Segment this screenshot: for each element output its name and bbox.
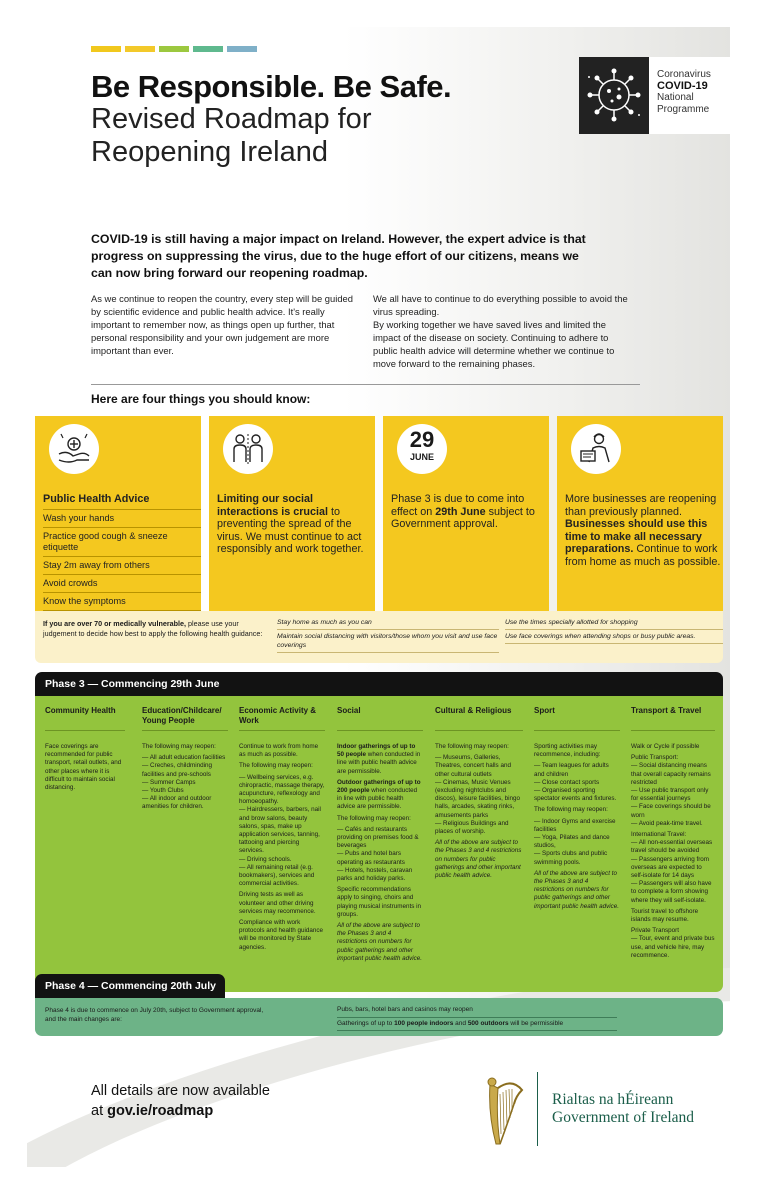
column-cultural	[435, 706, 523, 883]
phase4-item-pre: Gatherings of up to	[337, 1019, 395, 1027]
column-subheading: Private Transport	[631, 927, 679, 935]
list-item: — Organised sporting spectator events and fixtures.	[534, 787, 617, 803]
vulnerable-item: Use the times specially allotted for shopping	[505, 616, 723, 630]
phase4-indoor: 100 people indoors	[394, 1019, 454, 1027]
vulnerable-col2	[277, 616, 499, 653]
column-text: Driving tests as well as volunteer and other driving services may recommence.	[239, 891, 316, 915]
social-interactions-text	[217, 493, 375, 556]
footer-line-1: All details are now available	[91, 1083, 270, 1099]
health-advice-item: Wash your hands	[43, 510, 201, 528]
indoor-gatherings	[337, 743, 423, 776]
roadmap-link[interactable]: gov.ie/roadmap	[107, 1103, 214, 1119]
column-transport	[631, 706, 715, 960]
vulnerable-guidance	[35, 611, 723, 663]
phase4-item-post: will be permissible	[508, 1019, 564, 1027]
phase4-outdoor: 500 outdoors	[467, 1019, 509, 1027]
vulnerable-col3	[505, 616, 723, 644]
health-advice-item: Avoid crowds	[43, 575, 201, 593]
businesses-text	[565, 493, 723, 568]
color-bars	[91, 46, 257, 52]
column-sport	[534, 706, 620, 914]
calendar-icon	[397, 424, 447, 474]
column-note: All of the above are subject to the Phases 3 and 4 restrictions on numbers for public gatherings and other important public health advice.	[435, 839, 522, 880]
list-item: — Close contact sports	[534, 778, 600, 786]
four-things-heading: Here are four things you should know:	[91, 392, 311, 406]
footer-line-2-pre: at	[91, 1103, 108, 1119]
calendar-month: JUNE	[409, 452, 434, 462]
footer-line-2	[91, 1101, 270, 1121]
column-education	[142, 706, 228, 812]
phase3-header	[35, 672, 723, 696]
color-bar-yellow-2	[125, 46, 155, 52]
outdoor-gatherings	[337, 779, 423, 812]
harp-icon	[482, 1074, 526, 1150]
worker-icon	[571, 424, 621, 474]
column-heading: Cultural & Religious	[435, 706, 523, 731]
column-text: Compliance with work protocols and health guidance will be monitored by State agencies.	[239, 919, 324, 951]
column-text: The following may reopen:	[337, 814, 411, 822]
phase4-item	[337, 1018, 617, 1032]
column-text: Tourist travel to offshore islands may resume.	[631, 907, 699, 924]
vulnerable-intro	[43, 619, 268, 639]
column-note: All of the above are subject to the Phases 3 and 4 restrictions on numbers for public gatherings and other important public health advice.	[337, 922, 423, 962]
phase4-item: Pubs, bars, hotel bars and casinos may reopen	[337, 1004, 617, 1018]
list-item: — All indoor and outdoor amenities for children.	[142, 795, 212, 811]
list-item: — Team leagues for adults and children	[534, 762, 609, 778]
list-item: — Summer Camps	[142, 778, 196, 786]
intro-left: As we continue to reopen the country, every step will be guided by scientific evidence and public health advice. It's really important to remember now, as things open up further, that personal responsibility and your own judgement are more important than ever.	[91, 293, 353, 356]
list-item: — Creches, childminding facilities and pre-schools	[142, 762, 212, 778]
list-item: — Religious Buildings and places of worship.	[435, 819, 509, 836]
list-item: — Yoga, Pilates and dance studios,	[534, 834, 610, 850]
phase3-date-bold: 29th June	[435, 505, 486, 518]
list-item: — All remaining retail (e.g. bookmakers), services and commercial activities.	[239, 863, 315, 888]
phase3-date-pre: Phase 3 is due to come into effect on	[391, 493, 525, 518]
title-light: Revised Roadmap for Reopening Ireland	[91, 103, 372, 168]
intro-bold: COVID-19 is still having a major impact on Ireland. However, the expert advice is that progress on suppressing the virus, due to the huge effort of our citizens, means we can now bring forward our reopening roadmap.	[91, 232, 586, 280]
list-item: — Sports clubs and public swimming pools.	[534, 850, 608, 866]
column-economic	[239, 706, 325, 955]
list-item: — Pubs and hotel bars operating as restaurants	[337, 850, 405, 866]
list-item: — Face coverings should be worn	[631, 803, 711, 819]
column-heading: Community Health	[45, 706, 125, 731]
logo-line-2: COVID-19	[657, 79, 708, 92]
logo-line-1: Coronavirus	[657, 69, 711, 80]
intro-right-1: We all have to continue to do everything possible to avoid the virus spreading.	[373, 293, 628, 317]
list-item: — All adult education facilities	[142, 754, 226, 762]
phase3-title: Phase 3 — Commencing 29th June	[45, 678, 220, 690]
divider	[91, 384, 640, 385]
list-item: — Indoor Gyms and exercise facilities	[534, 817, 616, 833]
list-item: — Wellbeing services, e.g. chiropractic, massage therapy, acupuncture, reflexology and homoeopathy.	[239, 773, 325, 806]
public-health-list	[43, 493, 201, 611]
column-text: Sporting activities may recommence, including:	[534, 743, 601, 759]
list-item: — Avoid peak-time travel.	[631, 819, 703, 827]
outdoor-bold: Outdoor gatherings of up to 200 people	[337, 778, 421, 795]
phase4-item-mid: and	[453, 1019, 468, 1027]
box-businesses	[557, 416, 723, 630]
gov-irish: Rialtas na hÉireann	[552, 1091, 674, 1108]
column-heading: Sport	[534, 706, 620, 731]
list-item: — Social distancing means that overall capacity remains restricted	[631, 762, 711, 786]
poster	[27, 27, 730, 1167]
column-community-health	[45, 706, 125, 795]
phase3-date-text	[391, 493, 549, 531]
column-text: Specific recommendations apply to singing, choirs and playing musical instruments in groups.	[337, 886, 421, 918]
list-item: — Passengers will also have to complete a form showing where they will self-isolate.	[631, 880, 712, 904]
government-of-ireland	[552, 1091, 694, 1127]
health-advice-item: Know the symptoms	[43, 593, 201, 611]
indoor-bold: Indoor gatherings of up to 50 people	[337, 743, 416, 759]
people-distance-icon	[223, 424, 273, 474]
column-note: All of the above are subject to the Phases 3 and 4 restrictions on numbers for public gatherings and other important public health advice.	[534, 869, 620, 910]
list-item: — Passengers arriving from overseas are expected to self-isolate for 14 days	[631, 855, 710, 880]
column-text: Walk or Cycle if possible	[631, 743, 700, 750]
logo-text	[649, 57, 711, 134]
color-bar-blue	[227, 46, 257, 52]
social-interactions-rest: to preventing the spread of the virus. We must continue to act responsibly and work together.	[217, 505, 364, 555]
column-text: Continue to work from home as much as possible.	[239, 743, 319, 759]
public-health-title: Public Health Advice	[43, 493, 201, 510]
indoor-rest: when conducted in line with public health advice are permissible.	[337, 751, 421, 775]
phase4-header	[35, 974, 225, 998]
health-advice-item: Practice good cough & sneeze etiquette	[43, 528, 201, 557]
vulnerable-item: Maintain social distancing with visitors/those whom you visit and use face coverings	[277, 630, 499, 653]
list-item: — Cafés and restaurants providing on premises food & beverages	[337, 825, 419, 850]
list-item: — Youth Clubs	[142, 787, 184, 795]
health-advice-item: Stay 2m away from others	[43, 557, 201, 575]
phase4-intro: Phase 4 is due to commence on July 20th, subject to Government approval, and the main changes are:	[45, 1007, 264, 1023]
logo-line-4: Programme	[657, 103, 710, 115]
column-heading: Economic Activity & Work	[239, 706, 325, 731]
column-heading: Social	[337, 706, 423, 731]
list-item: — Museums, Galleries, Theatres, concert halls and other cultural outlets	[435, 754, 511, 778]
covid-programme-logo	[579, 57, 730, 134]
vulnerable-item: Use face coverings when attending shops or busy public areas.	[505, 630, 723, 644]
color-bar-yellow	[91, 46, 121, 52]
vulnerable-item: Stay home as much as you can	[277, 616, 499, 630]
color-bar-teal	[193, 46, 223, 52]
list-item: — All non-essential overseas travel should be avoided	[631, 839, 713, 855]
list-item: — Tour, event and private bus use, and vehicle hire, may recommence.	[631, 935, 715, 959]
outdoor-rest: when conducted in line with public health advice are permissible.	[337, 787, 418, 811]
list-item: — Use public transport only for essential journeys	[631, 787, 709, 803]
column-text: Face coverings are recommended for public transport, retail outlets, and other places where it is difficult to maintain social distancing.	[45, 743, 122, 792]
phase4-panel	[35, 998, 723, 1036]
list-item: — Cinemas, Music Venues (excluding nightclubs and discos), leisure facilities, bingo halls, arcades, skating rinks, amusements parks	[435, 778, 521, 819]
businesses-pre: More businesses are reopening than previously planned.	[565, 493, 717, 518]
calendar-day: 29	[409, 427, 435, 452]
list-item: — Hotels, hostels, caravan parks and holiday parks.	[337, 866, 413, 883]
column-text: The following may reopen:	[239, 762, 313, 770]
social-interactions-bold: Limiting our social interactions is crucial	[217, 493, 329, 518]
color-bar-green	[159, 46, 189, 52]
column-text: The following may reopen:	[435, 743, 509, 750]
column-heading: Education/Childcare/ Young People	[142, 706, 228, 731]
footer-divider	[537, 1072, 538, 1146]
phase4-title: Phase 4 — Commencing 20th July	[45, 980, 216, 992]
vulnerable-bold: If you are over 70 or medically vulnerable,	[43, 619, 187, 628]
box-social-interactions	[209, 416, 375, 630]
gov-english: Government of Ireland	[552, 1109, 695, 1126]
column-text: The following may reopen:	[142, 743, 216, 750]
intro-right	[373, 292, 635, 370]
column-subheading: International Travel:	[631, 831, 687, 839]
box-phase3-date	[383, 416, 549, 630]
phase3-panel	[35, 696, 723, 992]
column-heading: Transport & Travel	[631, 706, 715, 731]
businesses-post: Continue to work from home as much as possible.	[565, 543, 721, 568]
title-bold: Be Responsible. Be Safe.	[91, 69, 452, 104]
phase3-date-post: subject to Government approval.	[391, 505, 535, 530]
virus-icon	[579, 57, 649, 134]
column-text: The following may reopen:	[534, 806, 608, 814]
logo-line-3: National	[657, 92, 694, 103]
intro-right-2: By working together we have saved lives and limited the impact of the disease on society. Continuing to adhere to public health advice will determine whether we continue to move forward to the remaining phases.	[373, 319, 615, 369]
footer-details	[91, 1081, 270, 1121]
list-item: — Driving schools.	[239, 855, 292, 863]
vulnerable-rest: please use your judgement to decide how best to apply the following health guidance:	[43, 619, 263, 638]
hands-virus-icon	[49, 424, 99, 474]
box-public-health	[35, 416, 201, 630]
column-subheading: Public Transport:	[631, 754, 679, 762]
list-item: — Hairdressers, barbers, nail and brow salons, beauty salons, spas, make up application services, tanning, tattooing and piercing services.	[239, 806, 321, 855]
businesses-bold: Businesses should use this time to make all necessary preparations.	[565, 518, 708, 555]
column-social	[337, 706, 423, 966]
phase4-changes	[337, 1004, 617, 1031]
